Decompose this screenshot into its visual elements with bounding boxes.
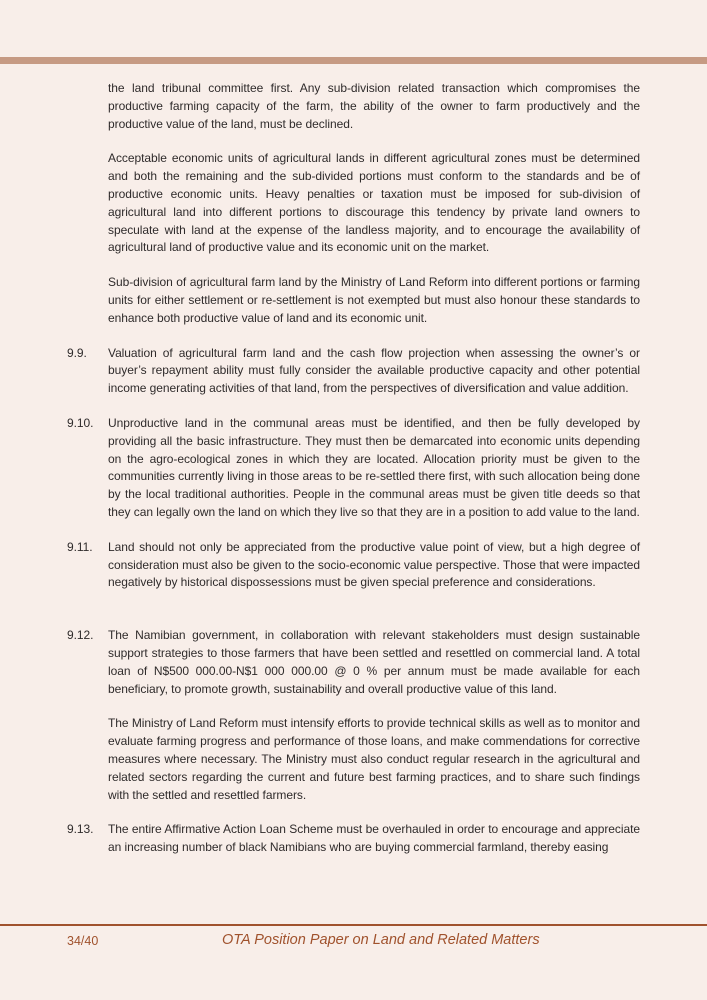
- item-number: 9.9.: [67, 345, 87, 360]
- paragraph-continuation: the land tribunal committee first. Any sub-division related transaction which compromises the productive farming capacity of the farm, the ability of the owner to farm productively and the productive value of the land, must be declined.: [108, 81, 640, 131]
- list-item-9-10: [67, 415, 640, 522]
- footer-rule: [0, 924, 707, 926]
- list-item-9-12: [67, 627, 640, 698]
- paragraph-ministry-efforts: The Ministry of Land Reform must intensify efforts to provide technical skills as well as to monitor and evaluate farming progress and performance of those loans, and make commendations for corrective measures where necessary. The Ministry must also conduct regular research in the agricultural and related sectors regarding the current and future best farming practices, and to share such findings with the settled and resettled farmers.: [108, 716, 640, 802]
- footer-title: OTA Position Paper on Land and Related Matters: [222, 932, 540, 948]
- header-rule: [0, 57, 707, 64]
- list-item-9-13: [67, 821, 640, 857]
- item-text: The entire Affirmative Action Loan Scheme must be overhauled in order to encourage and appreciate an increasing number of black Namibians who are buying commercial farmland, thereby easing: [108, 822, 640, 855]
- list-item-9-11: [67, 539, 640, 592]
- item-number: 9.12.: [67, 628, 94, 643]
- item-text: Land should not only be appreciated from the productive value point of view, but a high degree of consideration must also be given to the socio-economic value perspective. Those that were impacted negatively by historical dispossessions must be given special preference and considerations.: [108, 539, 640, 590]
- item-text: Unproductive land in the communal areas must be identified, and then be fully developed by providing all the basic infrastructure. They must then be demarcated into economic units depending on the agro-ecological zones in which they are located. Allocation priority must be given to the communities currently living in those areas to be re-settled there first, with such allocation being done by the local traditional authorities. People in the communal areas must be given title deeds so that they can legally own the land on which they live so that they are in a position to add value to the land.: [108, 415, 640, 519]
- item-text: The Namibian government, in collaboration with relevant stakeholders must design sustainable support strategies to those farmers that have been settled and resettled on commercial land. A total loan of N$500 000.00-N$1 000 000.00 @ 0 % per annum must be made available for each beneficiary, to promote growth, sustainability and overall productive value of this land.: [108, 628, 640, 696]
- paragraph-economic-units: Acceptable economic units of agricultural lands in different agricultural zones must be determined and both the remaining and the sub-divided portions must conform to the standards and be of productive economic units. Heavy penalties or taxation must be imposed for sub-division of agricultural land into different portions to discourage this tendency by private land owners to speculate with land at the expense of the landless majority, and to encourage the availability of agricultural land of productive value and its economic unit on the market.: [108, 151, 640, 255]
- item-number: 9.13.: [67, 822, 94, 837]
- spacer: [0, 609, 707, 627]
- document-body: [0, 80, 707, 874]
- item-number: 9.11.: [67, 539, 93, 554]
- page-number: 34/40: [67, 934, 99, 948]
- paragraph-ministry-subdivision: Sub-division of agricultural farm land by the Ministry of Land Reform into different portions or farming units for either settlement or re-settlement is not exempted but must also honour these standards to enhance both productive value of land and its economic unit.: [108, 275, 640, 325]
- item-text: Valuation of agricultural farm land and the cash flow projection when assessing the owner’s or buyer’s repayment ability must fully consider the available productive capacity and other potential income generating activities of that land, from the perspectives of diversification and value addition.: [108, 345, 640, 396]
- list-item-9-9: [67, 345, 640, 398]
- item-number: 9.10.: [67, 415, 94, 430]
